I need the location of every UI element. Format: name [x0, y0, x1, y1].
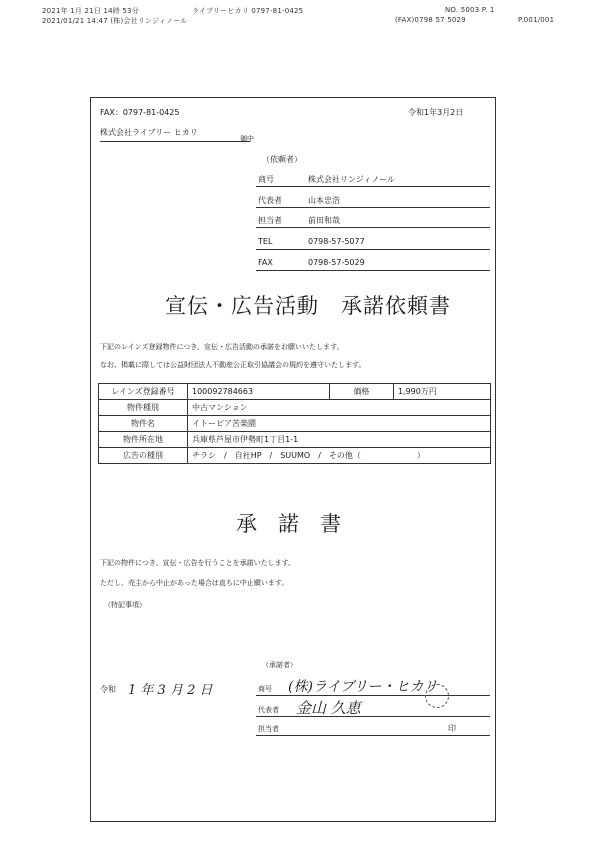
owner-underline	[256, 735, 490, 736]
requester-underline	[256, 186, 490, 187]
requester-rep-label: 代表者	[258, 196, 282, 205]
fax-number: FAX：0797-81-0425	[100, 108, 180, 117]
fax-header-line1-mid: ライブリーヒカリ 0797-81-0425	[192, 7, 304, 15]
requester-underline	[256, 227, 490, 228]
requester-contact-value: 前田和哉	[308, 216, 340, 225]
property-name-label: 物件名	[99, 416, 188, 432]
reins-number-value: 100092784663	[188, 384, 330, 400]
recipient-name: 株式会社ライブリー ヒカリ	[100, 128, 198, 137]
requester-shogo-label: 商号	[258, 175, 274, 184]
requester-shogo-value: 株式会社リンジィノール	[308, 175, 395, 184]
owner-rep-label: 代表者	[258, 706, 279, 714]
table-row	[99, 400, 491, 416]
requester-tel-value: 0798-57-5077	[308, 237, 365, 246]
fax-header-line2-mid: (FAX)0798 57 5029	[395, 16, 466, 24]
requester-underline	[256, 207, 490, 208]
fax-header-line1-left: 2021年 1月 21日 14時 53分	[42, 7, 139, 15]
requester-rep-value: 山本忠浩	[308, 196, 340, 205]
owner-shogo-signature: (株)ライブリー・ヒカリ	[288, 679, 438, 695]
requester-underline	[256, 270, 490, 271]
sign-date: 1 年 3 月 2 日	[128, 683, 213, 698]
price-label: 価格	[329, 384, 393, 400]
fax-header-line1-right: NO. 5003 P. 1	[445, 6, 495, 14]
table-row	[99, 432, 491, 448]
owner-shogo-label: 商号	[258, 685, 272, 693]
reins-number-label: レインズ登録番号	[99, 384, 188, 400]
owner-underline	[256, 695, 490, 696]
notes-label: （特記事項）	[104, 601, 146, 609]
table-row	[99, 384, 491, 400]
ad-type-label: 広告の種別	[99, 448, 188, 464]
fax-header-line2-left: 2021/01/21 14:47 (株)会社リンジィノール	[42, 17, 188, 25]
intro-line-2: なお、掲載に際しては公益財団法人不動産公正取引協議会の規約を遵守いたします。	[100, 361, 366, 369]
consent-title: 承 諾 書	[236, 512, 341, 536]
requester-underline	[256, 249, 490, 250]
owner-contact-label: 担当者	[258, 725, 279, 733]
property-type-label: 物件種別	[99, 400, 188, 416]
ad-type-value: チラシ / 自社HP / SUUMO / その他（ ）	[188, 448, 491, 464]
requester-fax-value: 0798-57-5029	[308, 258, 365, 267]
property-address-label: 物件所在地	[99, 432, 188, 448]
property-address-value: 兵庫県芦屋市伊勢町1丁目1-1	[188, 432, 491, 448]
document-title: 宣伝・広告活動 承諾依頼書	[165, 294, 451, 318]
property-table	[98, 383, 491, 464]
price-value: 1,990万円	[393, 384, 490, 400]
fax-header-line2-right: P.001/001	[518, 16, 555, 24]
recipient-underline	[100, 141, 250, 142]
property-name-value: イトーピア苦楽園	[188, 416, 491, 432]
sign-date-label: 令和	[100, 685, 116, 694]
owner-underline	[256, 716, 490, 717]
property-type-value: 中古マンション	[188, 400, 491, 416]
requester-label: （依頼者）	[262, 155, 302, 164]
consent-line-2: ただし、売主から中止があった場合は直ちに中止願います。	[100, 579, 289, 587]
requester-contact-label: 担当者	[258, 216, 282, 225]
consent-line-1: 下記の物件につき、宣伝・広告を行うことを承諾いたします。	[100, 559, 296, 567]
seal-mark: 印	[448, 724, 456, 733]
recipient-honorific: 御中	[240, 135, 254, 143]
seal-stamp	[425, 684, 449, 708]
intro-line-1: 下記のレインズ登録物件につき、宣伝・広告活動の承諾をお願いいたします。	[100, 343, 344, 351]
table-row	[99, 448, 491, 464]
owner-rep-signature: 金山 久恵	[296, 699, 361, 717]
owner-label: （承諾者）	[262, 661, 297, 669]
requester-fax-label: FAX	[258, 258, 273, 267]
document-date: 令和1年3月2日	[408, 108, 464, 117]
requester-tel-label: TEL	[258, 237, 273, 246]
table-row	[99, 416, 491, 432]
